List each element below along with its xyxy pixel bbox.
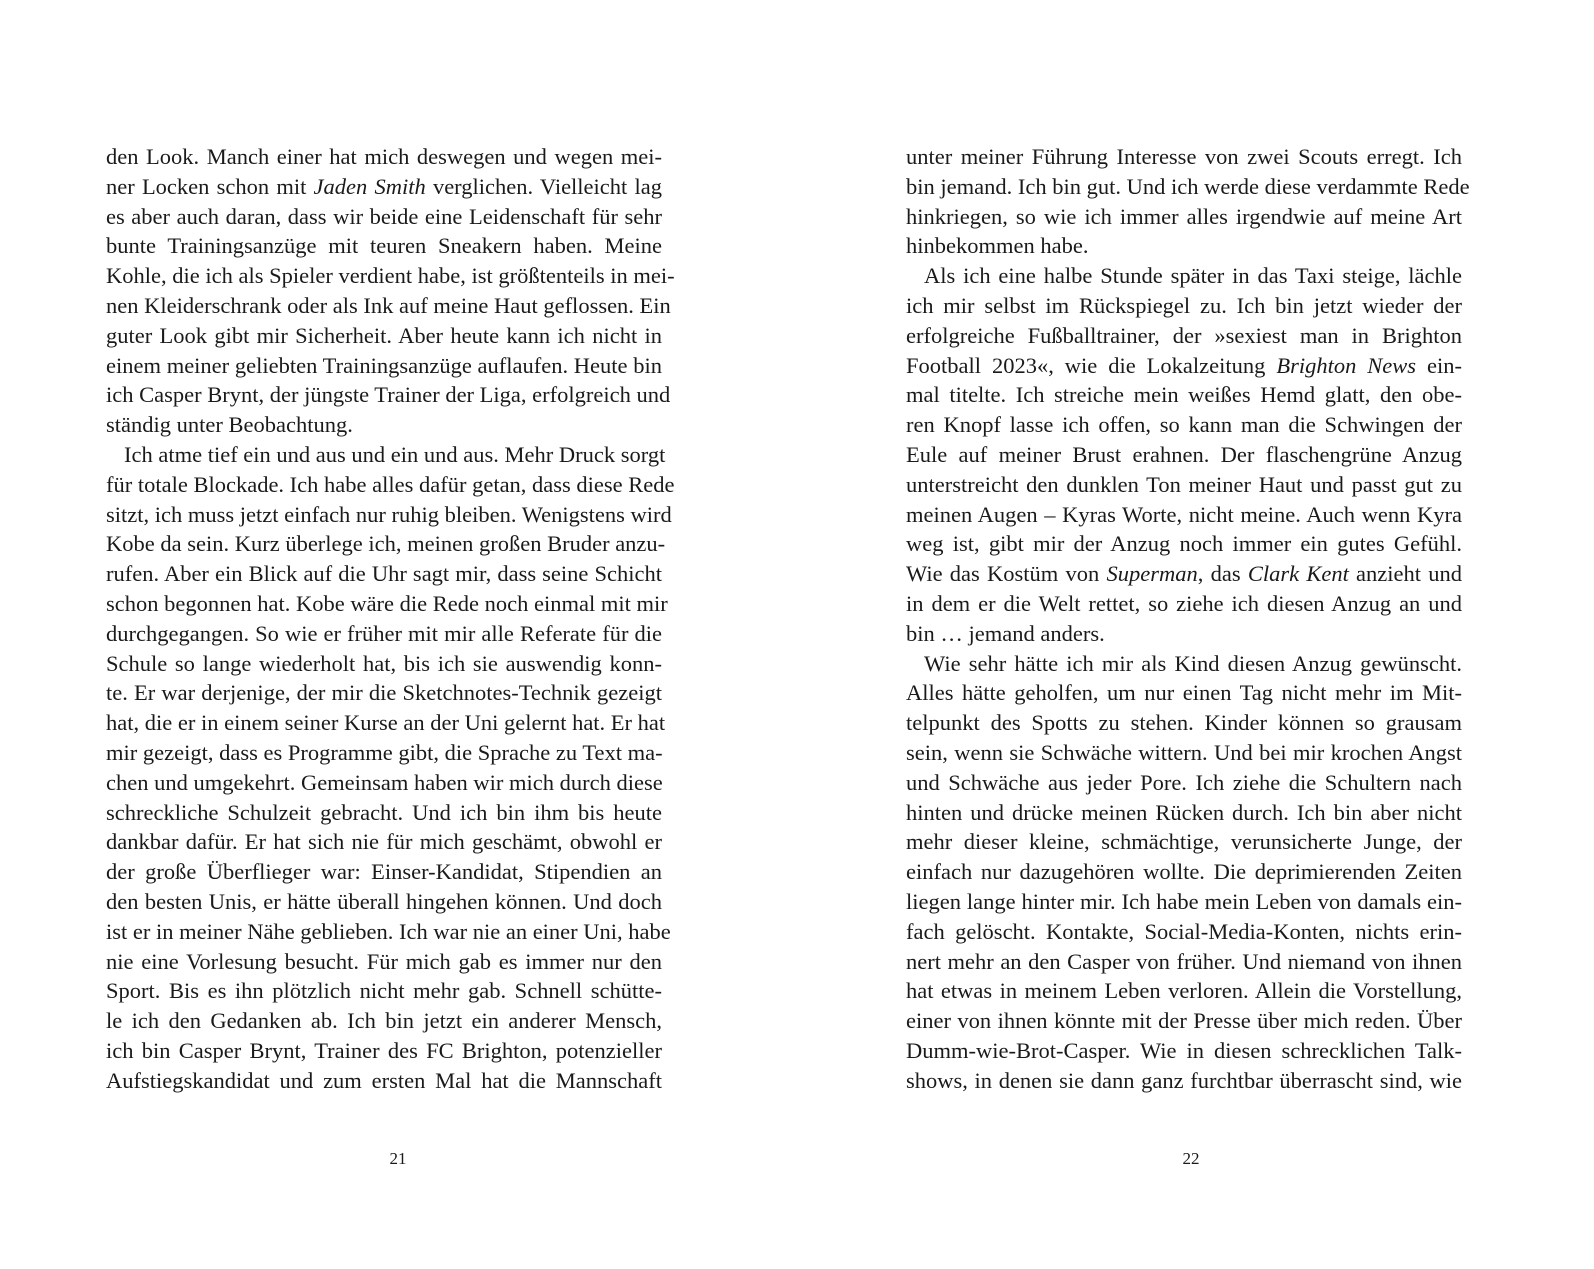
text-segment: hinbekommen habe. — [906, 233, 1089, 259]
text-line — [906, 917, 1462, 947]
text-segment: ren Knopf lasse ich offen, so kann man die Schwingen der — [906, 412, 1462, 438]
text-line — [106, 589, 668, 619]
text-line — [906, 380, 1462, 410]
text-line — [106, 917, 671, 947]
text-line — [906, 827, 1462, 857]
text-line — [106, 976, 662, 1006]
text-segment: ich Casper Brynt, der jüngste Trainer der Liga, erfolgreich und — [106, 382, 671, 408]
text-segment: in dem er die Welt rettet, so ziehe ich diesen Anzug an und — [906, 590, 1462, 616]
text-segment: hat etwas in meinem Leben verloren. Allein die Vorstellung, — [906, 978, 1462, 1004]
text-segment: unter meiner Führung Interesse von zwei Scouts erregt. Ich — [906, 144, 1462, 169]
text-segment: durchgegangen. So wie er früher mit mir alle Referate für die — [106, 620, 662, 646]
text-line — [106, 142, 662, 172]
text-segment: dankbar dafür. Er hat sich nie für mich geschämt, obwohl er — [106, 829, 662, 855]
text-line — [906, 529, 1462, 559]
text-segment: Ich atme tief ein und aus und ein und aus. Mehr Druck sorgt — [124, 441, 666, 467]
text-segment: Dumm-wie-Brot-Casper. Wie in diesen schrecklichen Talk- — [906, 1037, 1462, 1063]
text-segment: shows, in denen sie dann ganz furchtbar überrascht sind, wie — [906, 1067, 1462, 1093]
text-line — [106, 231, 662, 261]
text-segment: le ich den Gedanken ab. Ich bin jetzt ein anderer Mensch, — [106, 1008, 662, 1034]
text-line — [106, 1006, 662, 1036]
text-segment: mal titelte. Ich streiche mein weißes Hemd glatt, den obe- — [906, 382, 1462, 408]
text-line — [906, 947, 1462, 977]
text-line — [106, 500, 672, 530]
text-line — [906, 231, 1462, 261]
text-line — [906, 857, 1462, 887]
text-segment: den Look. Manch einer hat mich deswegen und wegen mei- — [106, 144, 662, 169]
text-line — [106, 261, 675, 291]
text-segment: einer von ihnen könnte mit der Presse über mich reden. Über — [906, 1008, 1462, 1034]
text-segment: liegen lange hinter mir. Ich habe mein Leben von damals ein- — [906, 888, 1462, 914]
text-line — [106, 708, 666, 738]
text-segment: ner Locken schon mit — [106, 173, 314, 199]
text-segment: hinkriegen, so wie ich immer alles irgendwie auf meine Art — [906, 203, 1462, 229]
text-segment: hinten und drücke meinen Rücken durch. Ich bin aber nicht — [906, 799, 1462, 825]
text-segment: mir gezeigt, dass es Programme gibt, die Sprache zu Text ma- — [106, 739, 663, 765]
italic-title: Brighton News — [1276, 352, 1417, 378]
text-segment: rufen. Aber ein Blick auf die Uhr sagt mir, dass seine Schicht — [106, 561, 662, 587]
text-segment: bin … jemand anders. — [906, 620, 1105, 646]
text-line — [106, 798, 662, 828]
text-segment: meinen Augen – Kyras Worte, nicht meine. Auch wenn Kyra — [906, 501, 1462, 527]
text-segment: für totale Blockade. Ich habe alles dafür getan, dass diese Rede — [106, 471, 675, 497]
text-line — [106, 440, 666, 470]
text-line — [106, 410, 662, 440]
text-segment: telpunkt des Spotts zu stehen. Kinder können so grausam — [906, 710, 1462, 736]
text-line — [106, 738, 662, 768]
text-segment: ich bin Casper Brynt, Trainer des FC Brighton, potenzieller — [106, 1037, 662, 1063]
text-line — [106, 470, 675, 500]
right-page-number: 22 — [1182, 1149, 1200, 1168]
text-segment: nert mehr an den Casper von früher. Und niemand von ihnen — [906, 948, 1462, 974]
text-line — [906, 559, 1462, 589]
text-line — [906, 887, 1462, 917]
text-line — [906, 589, 1462, 619]
text-segment: der große Überflieger war: Einser-Kandidat, Stipendien an — [106, 859, 662, 885]
text-segment: ständig unter Beobachtung. — [106, 412, 353, 438]
text-line — [906, 351, 1462, 381]
text-line — [106, 172, 662, 202]
text-segment: hat, die er in einem seiner Kurse an der Uni gelernt hat. Er hat — [106, 710, 666, 736]
text-segment: bin jemand. Ich bin gut. Und ich werde diese verdammte Rede — [906, 173, 1470, 199]
text-line — [106, 857, 662, 887]
text-line — [906, 678, 1462, 708]
text-line — [906, 440, 1462, 470]
italic-title: Clark Kent — [1247, 561, 1349, 587]
right-page — [797, 0, 1594, 1269]
left-page-body-text — [106, 142, 675, 1096]
text-segment: Wie das Kostüm von — [906, 561, 1107, 587]
text-line — [906, 976, 1462, 1006]
text-line — [106, 321, 662, 351]
text-segment: Wie sehr hätte ich mir als Kind diesen Anzug gewünscht. — [924, 650, 1462, 676]
text-line — [906, 768, 1462, 798]
text-line — [106, 649, 662, 679]
italic-title: Superman — [1106, 561, 1198, 587]
text-line — [106, 559, 662, 589]
text-segment: nen Kleiderschrank oder als Ink auf meine Haut geflossen. Ein — [106, 292, 671, 318]
text-segment: mehr dieser kleine, schmächtige, verunsicherte Junge, der — [906, 829, 1462, 855]
text-segment: verglichen. Vielleicht lag — [425, 173, 662, 199]
text-segment: weg ist, gibt mir der Anzug noch immer ein gutes Gefühl. — [906, 531, 1462, 557]
text-segment: sitzt, ich muss jetzt einfach nur ruhig bleiben. Wenigstens wird — [106, 501, 672, 527]
text-line — [106, 827, 662, 857]
text-segment: nie eine Vorlesung besucht. Für mich gab es immer nur den — [106, 948, 662, 974]
text-line — [106, 291, 671, 321]
text-line — [106, 380, 671, 410]
text-line — [106, 678, 662, 708]
text-segment: den besten Unis, er hätte überall hingehen können. Und doch — [106, 888, 662, 914]
text-line — [106, 1036, 662, 1066]
text-line — [906, 798, 1462, 828]
text-segment: Alles hätte geholfen, um nur einen Tag nicht mehr im Mit- — [906, 680, 1462, 706]
text-line — [906, 649, 1462, 679]
text-segment: Kohle, die ich als Spieler verdient habe, ist größtenteils in mei- — [106, 263, 675, 289]
text-segment: guter Look gibt mir Sicherheit. Aber heute kann ich nicht in — [106, 322, 662, 348]
text-line — [906, 261, 1462, 291]
text-segment: fach gelöscht. Kontakte, Social-Media-Konten, nichts erin- — [906, 918, 1462, 944]
text-segment: Aufstiegskandidat und zum ersten Mal hat die Mannschaft — [106, 1067, 662, 1093]
text-segment: Schule so lange wiederholt hat, bis ich sie auswendig konn- — [106, 650, 662, 676]
text-segment: Eule auf meiner Brust erahnen. Der flaschengrüne Anzug — [906, 441, 1462, 467]
text-segment: einfach nur dazugehören wollte. Die deprimierenden Zeiten — [906, 859, 1462, 885]
text-line — [906, 1006, 1462, 1036]
text-segment: Sport. Bis es ihn plötzlich nicht mehr gab. Schnell schütte- — [106, 978, 662, 1004]
text-line — [906, 619, 1462, 649]
text-line — [106, 351, 662, 381]
text-line — [906, 738, 1462, 768]
text-segment: sein, wenn sie Schwäche wittern. Und bei mir krochen Angst — [906, 739, 1462, 765]
text-segment: ich mir selbst im Rückspiegel zu. Ich bin jetzt wieder der — [906, 292, 1462, 318]
text-line — [106, 887, 662, 917]
text-segment: schon begonnen hat. Kobe wäre die Rede noch einmal mit mir — [106, 590, 668, 616]
text-segment: te. Er war derjenige, der mir die Sketchnotes-Technik gezeigt — [106, 680, 662, 706]
text-segment: Als ich eine halbe Stunde später in das Taxi steige, lächle — [924, 263, 1462, 289]
text-line — [906, 470, 1462, 500]
text-segment: , das — [1197, 561, 1248, 587]
text-segment: anzieht und — [1348, 561, 1463, 587]
italic-title: Jaden Smith — [313, 173, 426, 199]
text-line — [906, 321, 1462, 351]
text-line — [906, 202, 1462, 232]
text-segment: Kobe da sein. Kurz überlege ich, meinen großen Bruder anzu- — [106, 531, 666, 557]
text-line — [106, 202, 662, 232]
text-line — [906, 142, 1462, 172]
right-page-body-text — [906, 142, 1470, 1096]
text-segment: erfolgreiche Fußballtrainer, der »sexiest man in Brighton — [906, 322, 1462, 348]
text-line — [906, 1036, 1462, 1066]
text-line — [906, 1066, 1462, 1096]
text-segment: schreckliche Schulzeit gebracht. Und ich bin ihm bis heute — [106, 799, 662, 825]
text-line — [906, 708, 1462, 738]
text-segment: es aber auch daran, dass wir beide eine Leidenschaft für sehr — [106, 203, 662, 229]
left-page-number: 21 — [389, 1149, 407, 1168]
text-segment: unterstreicht den dunklen Ton meiner Haut und passt gut zu — [906, 471, 1462, 497]
text-line — [906, 291, 1462, 321]
text-segment: ein- — [1416, 352, 1462, 378]
text-segment: ist er in meiner Nähe geblieben. Ich war nie an einer Uni, habe — [106, 918, 671, 944]
text-line — [106, 529, 666, 559]
text-segment: chen und umgekehrt. Gemeinsam haben wir mich durch diese — [106, 769, 663, 795]
text-segment: bunte Trainingsanzüge mit teuren Sneakern haben. Meine — [106, 233, 662, 259]
text-line — [106, 768, 662, 798]
text-line — [906, 410, 1462, 440]
text-line — [906, 172, 1470, 202]
text-line — [106, 1066, 662, 1096]
text-segment: und Schwäche aus jeder Pore. Ich ziehe die Schultern nach — [906, 769, 1462, 795]
text-line — [106, 947, 662, 977]
text-segment: Football 2023«, wie die Lokalzeitung — [906, 352, 1277, 378]
text-line — [906, 500, 1462, 530]
text-line — [106, 619, 662, 649]
text-segment: einem meiner geliebten Trainingsanzüge auflaufen. Heute bin — [106, 352, 662, 378]
